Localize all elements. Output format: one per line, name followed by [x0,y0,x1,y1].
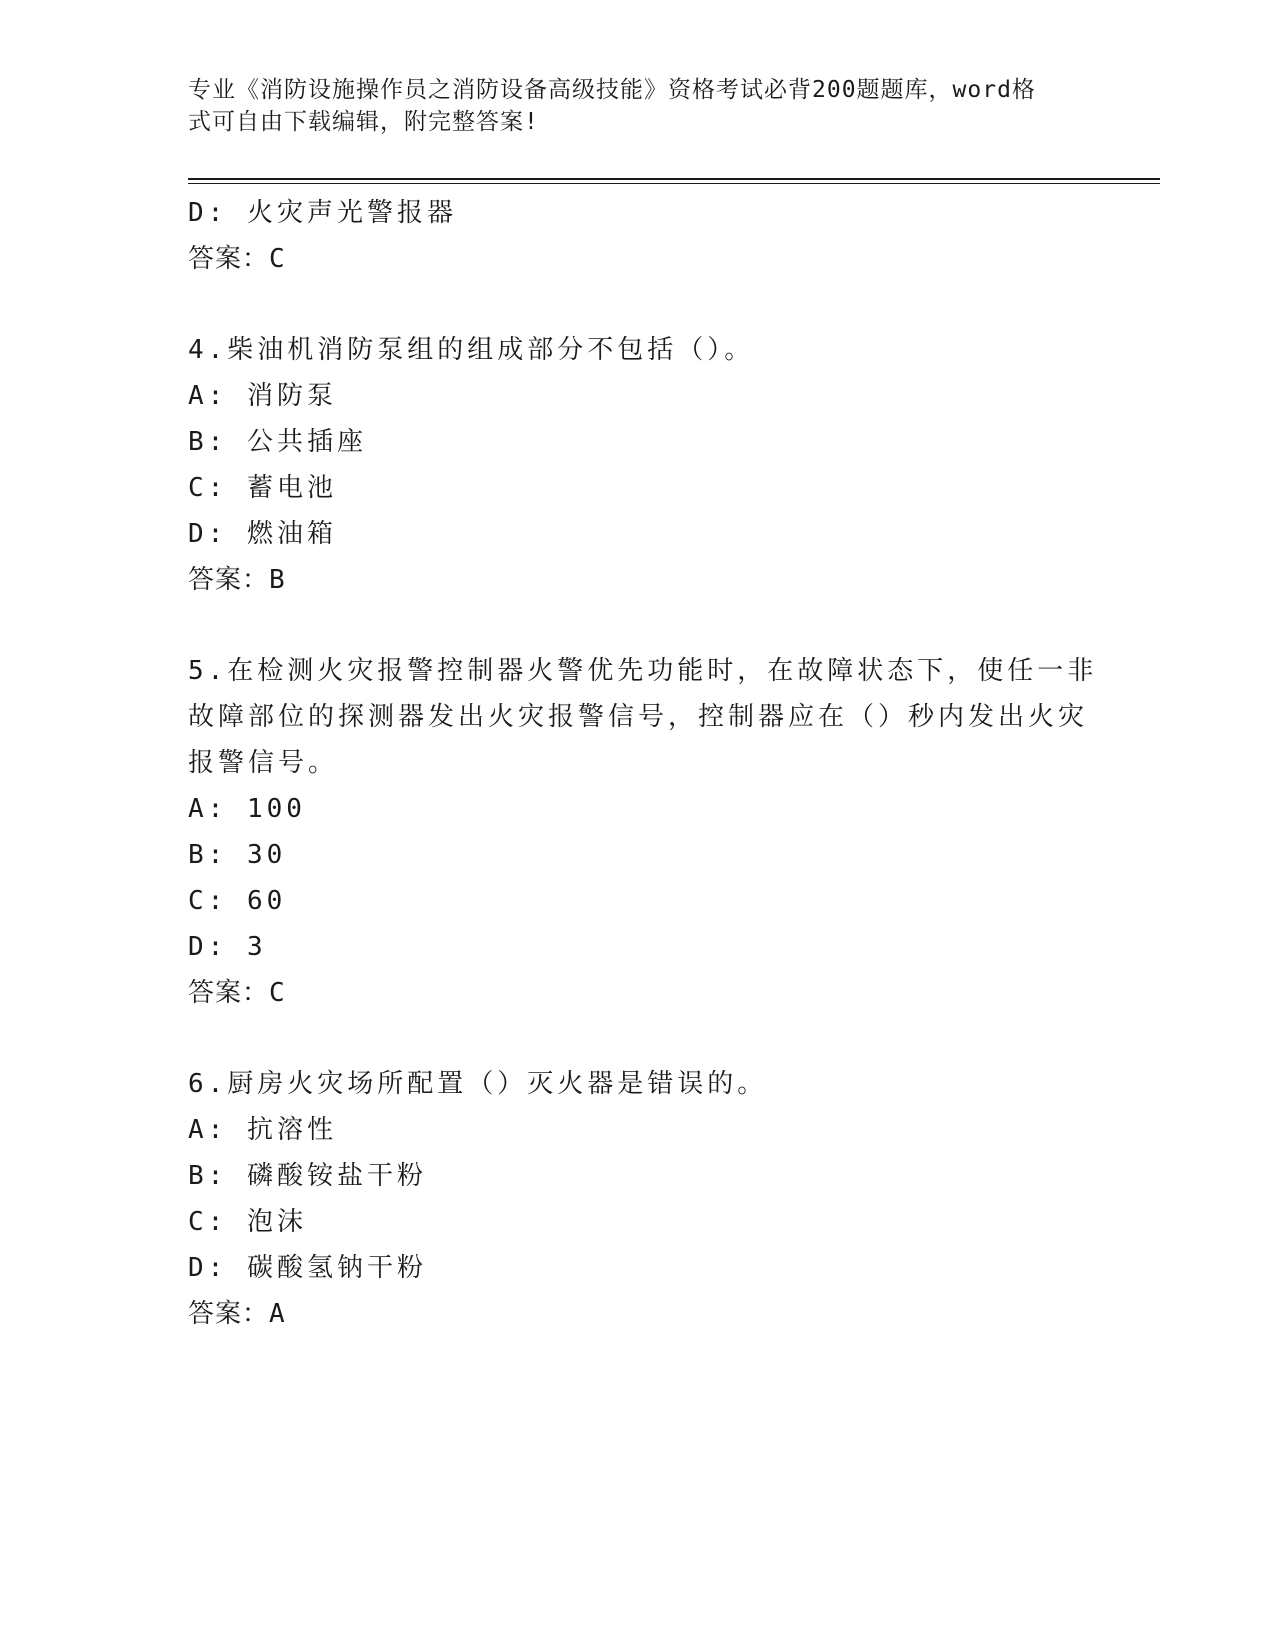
stem-line-2: 故障部位的探测器发出火灾报警信号，控制器应在（）秒内发出火灾 [188,702,1089,732]
option-a: A: 100 [188,794,306,824]
answer-line [188,970,1068,1016]
question-6 [188,1061,1068,1337]
answer-label: 答案： [188,565,270,595]
answer-label: 答案： [188,244,270,274]
stem-line-3: 报警信号。 [188,748,339,778]
answer-label: 答案： [188,1299,270,1329]
option-d: D: 碳酸氢钠干粉 [188,1253,427,1283]
option-d: D: 火灾声光警报器 [188,198,457,228]
header-divider-thick [188,178,1160,180]
option-d: D: 3 [188,932,267,962]
header-line-1: 专业《消防设施操作员之消防设备高级技能》资格考试必背200题题库，word格 [188,77,1036,103]
option-b: B: 磷酸铵盐干粉 [188,1161,427,1191]
option-a: A: 消防泵 [188,381,337,411]
answer-label: 答案： [188,978,270,1008]
header-divider-thin [188,183,1160,184]
spacer [188,603,1068,648]
question-stem: 4.柴油机消防泵组的组成部分不包括（）。 [188,335,755,365]
answer-line [188,1291,1068,1337]
stem-line-1: 5.在检测火灾报警控制器火警优先功能时，在故障状态下，使任一非 [188,656,1098,686]
question-stem: 6.厨房火灾场所配置（）灭火器是错误的。 [188,1069,768,1099]
question-5 [188,648,1098,1016]
option-c: C: 泡沫 [188,1207,307,1237]
question-stem [188,648,1098,786]
header-line-2: 式可自由下载编辑，附完整答案! [188,109,539,135]
answer-line [188,557,1068,603]
answer-line [188,236,1068,282]
option-d: D: 燃油箱 [188,519,337,549]
question-list [188,190,1098,1337]
document-header [188,74,1068,138]
option-c: C: 蓄电池 [188,473,337,503]
answer-value: B [269,565,286,595]
question-4 [188,327,1068,603]
option-b: B: 公共插座 [188,427,367,457]
option-b: B: 30 [188,840,287,870]
question-3-tail [188,190,1068,282]
spacer [188,282,1068,327]
option-a: A: 抗溶性 [188,1115,337,1145]
option-c: C: 60 [188,886,287,916]
answer-value: A [269,1299,286,1329]
spacer [188,1016,1068,1061]
answer-value: C [269,978,286,1008]
answer-value: C [269,244,286,274]
